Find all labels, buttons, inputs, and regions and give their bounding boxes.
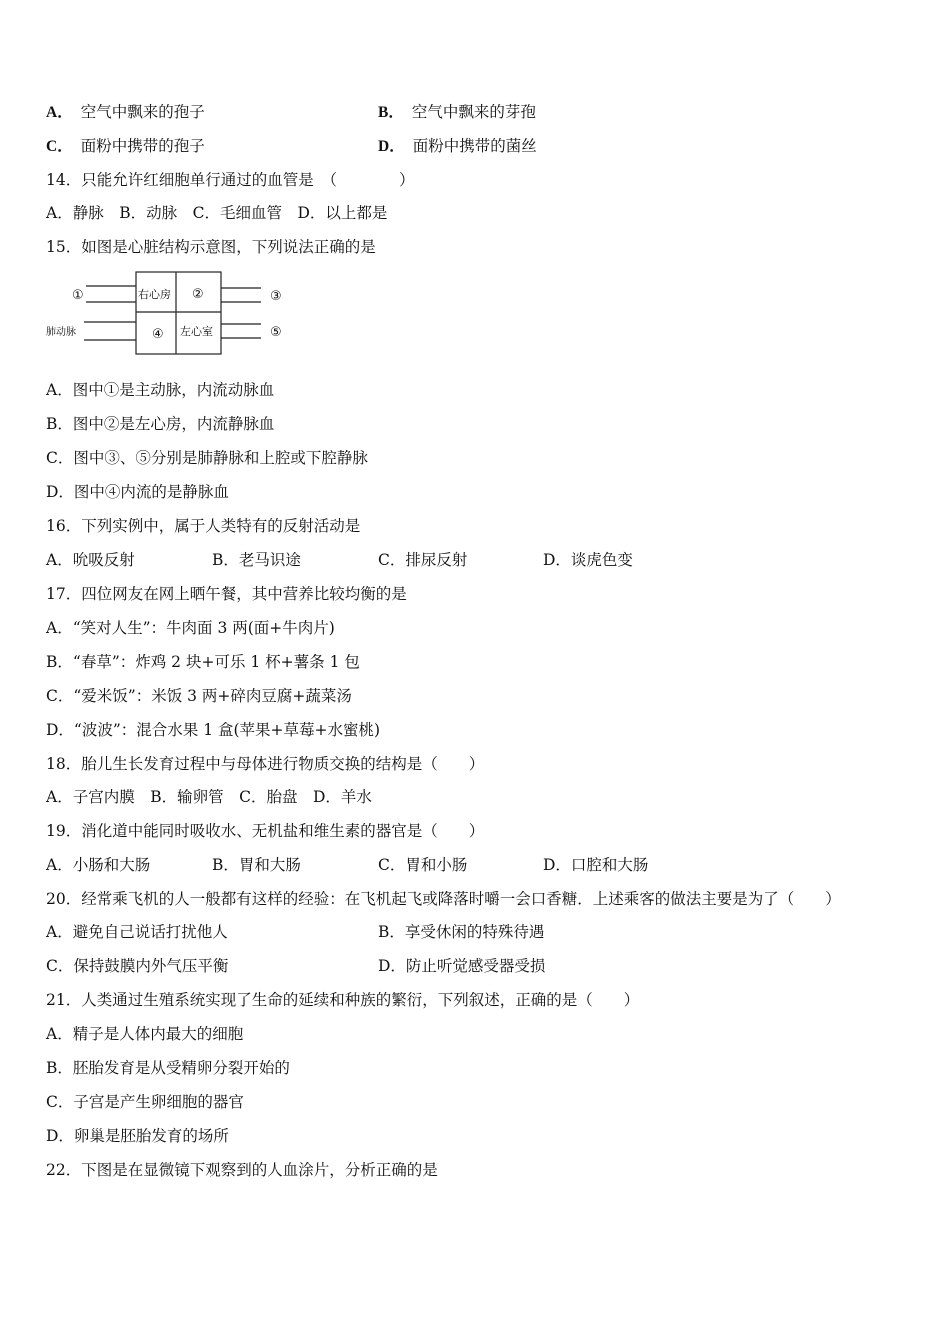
q20-stem: 20．经常乘飞机的人一般都有这样的经验：在飞机起飞或降落时嚼一会口香糖．上述乘客的做法主要是为了（ ） [46, 890, 841, 908]
q21-option-c: C．子宫是产生卵细胞的器官 [46, 1093, 244, 1111]
q17-option-a: A．“笑对人生”：牛肉面 3 两(面+牛肉片) [46, 619, 335, 637]
label-left-ventricle: 左心室 [180, 325, 213, 338]
q16-option-a: A．吮吸反射 [46, 551, 135, 569]
heart-structure-diagram [46, 268, 296, 360]
q19-stem: 19．消化道中能同时吸收水、无机盐和维生素的器官是（ ） [46, 822, 485, 840]
q13-option-c: C． 面粉中携带的孢子 [46, 137, 205, 155]
q15-stem: 15．如图是心脏结构示意图，下列说法正确的是 [46, 238, 376, 256]
q15-option-d: D．图中④内流的是静脉血 [46, 483, 229, 501]
label-n3: ③ [270, 289, 282, 304]
q20-option-a: A．避免自己说话打扰他人 [46, 923, 228, 941]
q19-option-a: A．小肠和大肠 [46, 856, 151, 874]
q14-stem: 14．只能允许红细胞单行通过的血管是 （ ） [46, 171, 415, 189]
q17-option-d: D．“波波”：混合水果 1 盒(苹果+草莓+水蜜桃) [46, 721, 381, 739]
heart-outline [136, 272, 221, 354]
q18-options: A．子宫内膜 B．输卵管 C．胎盘 D．羊水 [46, 788, 372, 806]
q16-option-c: C．排尿反射 [378, 551, 468, 569]
q15-option-a: A．图中①是主动脉，内流动脉血 [46, 381, 275, 399]
label-n5: ⑤ [270, 325, 282, 340]
q16-option-d: D．谈虎色变 [543, 551, 633, 569]
q18-stem: 18．胎儿生长发育过程中与母体进行物质交换的结构是（ ） [46, 755, 485, 773]
q15-option-b: B．图中②是左心房，内流静脉血 [46, 415, 275, 433]
label-n4: ④ [152, 327, 164, 342]
q20-option-d: D．防止听觉感受器受损 [378, 957, 546, 975]
q22-stem: 22．下图是在显微镜下观察到的人血涂片，分析正确的是 [46, 1161, 438, 1179]
q17-option-b: B．“春草”：炸鸡 2 块+可乐 1 杯+薯条 1 包 [46, 653, 360, 671]
q20-option-b: B．享受休闲的特殊待遇 [378, 923, 545, 941]
q19-option-b: B．胃和大肠 [212, 856, 301, 874]
q14-options: A．静脉 B．动脉 C．毛细血管 D．以上都是 [46, 204, 388, 222]
q21-option-d: D．卵巢是胚胎发育的场所 [46, 1127, 229, 1145]
q13-option-d: D． 面粉中携带的菌丝 [378, 137, 537, 155]
q21-stem: 21．人类通过生殖系统实现了生命的延续和种族的繁衍，下列叙述，正确的是（ ） [46, 991, 640, 1009]
q20-option-c: C．保持鼓膜内外气压平衡 [46, 957, 229, 975]
q13-option-a: A． 空气中飘来的孢子 [46, 103, 205, 121]
q16-option-b: B．老马识途 [212, 551, 301, 569]
q17-option-c: C．“爱米饭”：米饭 3 两+碎肉豆腐+蔬菜汤 [46, 687, 352, 705]
label-pulmonary-artery: 肺动脉 [46, 327, 76, 338]
q16-stem: 16．下列实例中，属于人类特有的反射活动是 [46, 517, 361, 535]
q17-stem: 17．四位网友在网上晒午餐，其中营养比较均衡的是 [46, 585, 407, 603]
label-n2: ② [192, 287, 204, 302]
q19-option-d: D．口腔和大肠 [543, 856, 649, 874]
q21-option-b: B．胚胎发育是从受精卵分裂开始的 [46, 1059, 290, 1077]
label-right-atrium: 右心房 [138, 288, 171, 301]
label-n1: ① [72, 288, 84, 303]
q15-option-c: C．图中③、⑤分别是肺静脉和上腔或下腔静脉 [46, 449, 368, 467]
q19-option-c: C．胃和小肠 [378, 856, 468, 874]
q13-option-b: B． 空气中飘来的芽孢 [378, 103, 536, 121]
q21-option-a: A．精子是人体内最大的细胞 [46, 1025, 244, 1043]
